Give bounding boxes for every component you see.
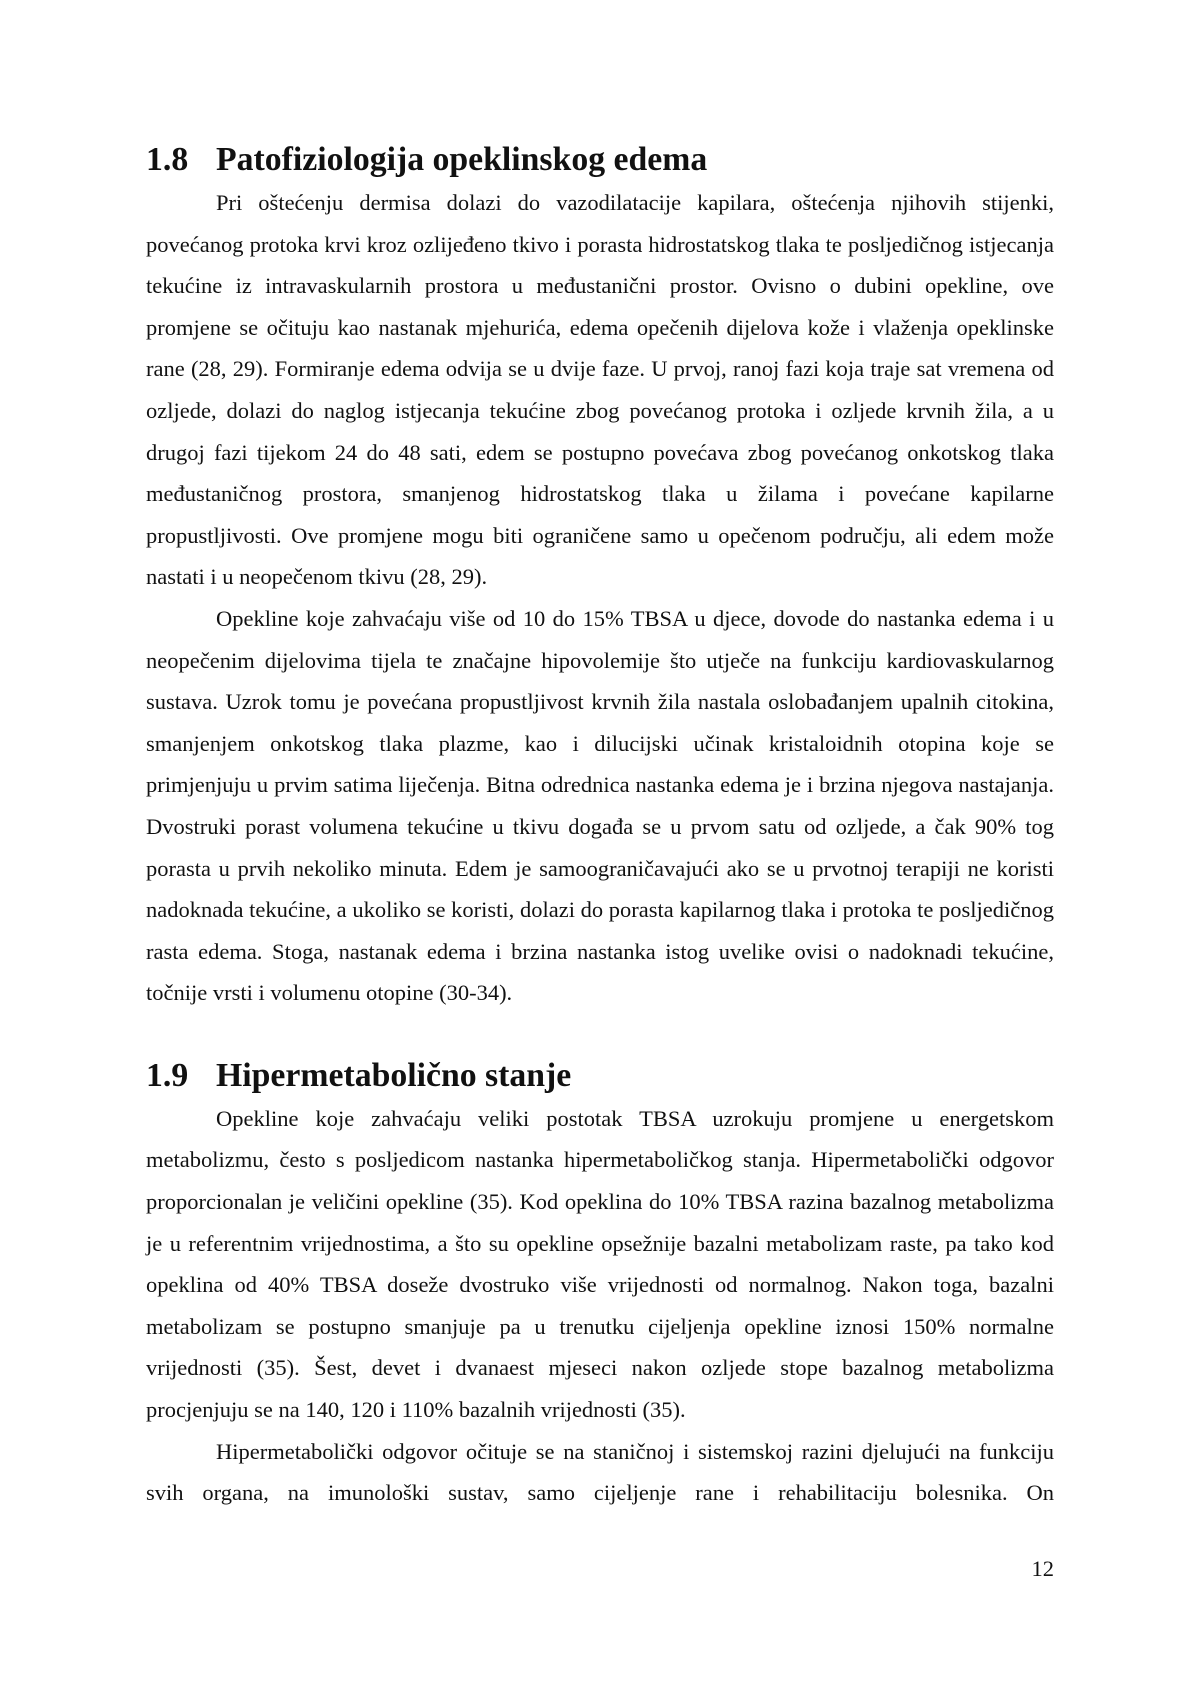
section-heading <box>146 138 1054 182</box>
section-1-8 <box>146 138 1054 1014</box>
section-heading <box>146 1054 1054 1098</box>
paragraph: Pri oštećenju dermisa dolazi do vazodilatacije kapilara, oštećenja njihovih stijenki, povećanog protoka krvi kroz ozlijeđeno tkivo i porasta hidrostatskog tlaka te posljedičnog istjecanja tekućine iz intravaskularnih prostora u međustanični prostor. Ovisno o dubini opekline, ove promjene se očituju kao nastanak mjehurića, edema opečenih dijelova kože i vlaženja opeklinske rane (28, 29). Formiranje edema odvija se u dvije faze. U prvoj, ranoj fazi koja traje sat vremena od ozljede, dolazi do naglog istjecanja tekućine zbog povećanog protoka i ozljede krvnih žila, a u drugoj fazi tijekom 24 do 48 sati, edem se postupno povećava zbog povećanog onkotskog tlaka međustaničnog prostora, smanjenog hidrostatskog tlaka u žilama i povećane kapilarne propustljivosti. Ove promjene mogu biti ograničene samo u opečenom području, ali edem može nastati i u neopečenom tkivu (28, 29). <box>146 190 1054 590</box>
section-number: 1.8 <box>146 141 189 178</box>
section-number: 1.9 <box>146 1056 189 1094</box>
section-1-9 <box>146 1054 1054 1514</box>
section-title: Hipermetabolično stanje <box>216 1056 572 1094</box>
document-page <box>146 138 1054 1514</box>
paragraph: Opekline koje zahvaćaju veliki postotak TBSA uzrokuju promjene u energetskom metabolizmu, često s posljedicom nastanka hipermetaboličkog stanja. Hipermetabolički odgovor proporcionalan je veličini opekline (35). Kod opeklina do 10% TBSA razina bazalnog metabolizma je u referentnim vrijednostima, a što su opekline opsežnije bazalni metabolizam raste, pa tako kod opeklina od 40% TBSA doseže dvostruko više vrijednosti od normalnog. Nakon toga, bazalni metabolizam se postupno smanjuje pa u trenutku cijeljenja opekline iznosi 150% normalne vrijednosti (35). Šest, devet i dvanaest mjeseci nakon ozljede stope bazalnog metabolizma procjenjuju se na 140, 120 i 110% bazalnih vrijednosti (35). <box>146 1105 1054 1423</box>
page-number: 12 <box>1031 1556 1054 1581</box>
section-title: Patofiziologija opeklinskog edema <box>216 141 708 178</box>
section-spacer <box>146 1014 1054 1054</box>
paragraph: Opekline koje zahvaćaju više od 10 do 15% TBSA u djece, dovode do nastanka edema i u neopečenim dijelovima tijela te značajne hipovolemije što utječe na funkciju kardiovaskularnog sustava. Uzrok tomu je povećana propustljivost krvnih žila nastala oslobađanjem upalnih citokina, smanjenjem onkotskog tlaka plazme, kao i dilucijski učinak kristaloidnih otopina koje se primjenjuju u prvim satima liječenja. Bitna odrednica nastanka edema je i brzina njegova nastajanja. Dvostruki porast volumena tekućine u tkivu događa se u prvom satu od ozljede, a čak 90% tog porasta u prvih nekoliko minuta. Edem je samoograničavajući ako se u prvotnoj terapiji ne koristi nadoknada tekućine, a ukoliko se koristi, dolazi do porasta kapilarnog tlaka i protoka te posljedičnog rasta edema. Stoga, nastanak edema i brzina nastanka istog uvelike ovisi o nadoknadi tekućine, točnije vrsti i volumenu otopine (30-34). <box>146 605 1054 1006</box>
paragraph: Hipermetabolički odgovor očituje se na staničnoj i sistemskoj razini djelujući na funkciju svih organa, na imunološki sustav, samo cijeljenje rane i rehabilitaciju bolesnika. On <box>146 1438 1054 1506</box>
